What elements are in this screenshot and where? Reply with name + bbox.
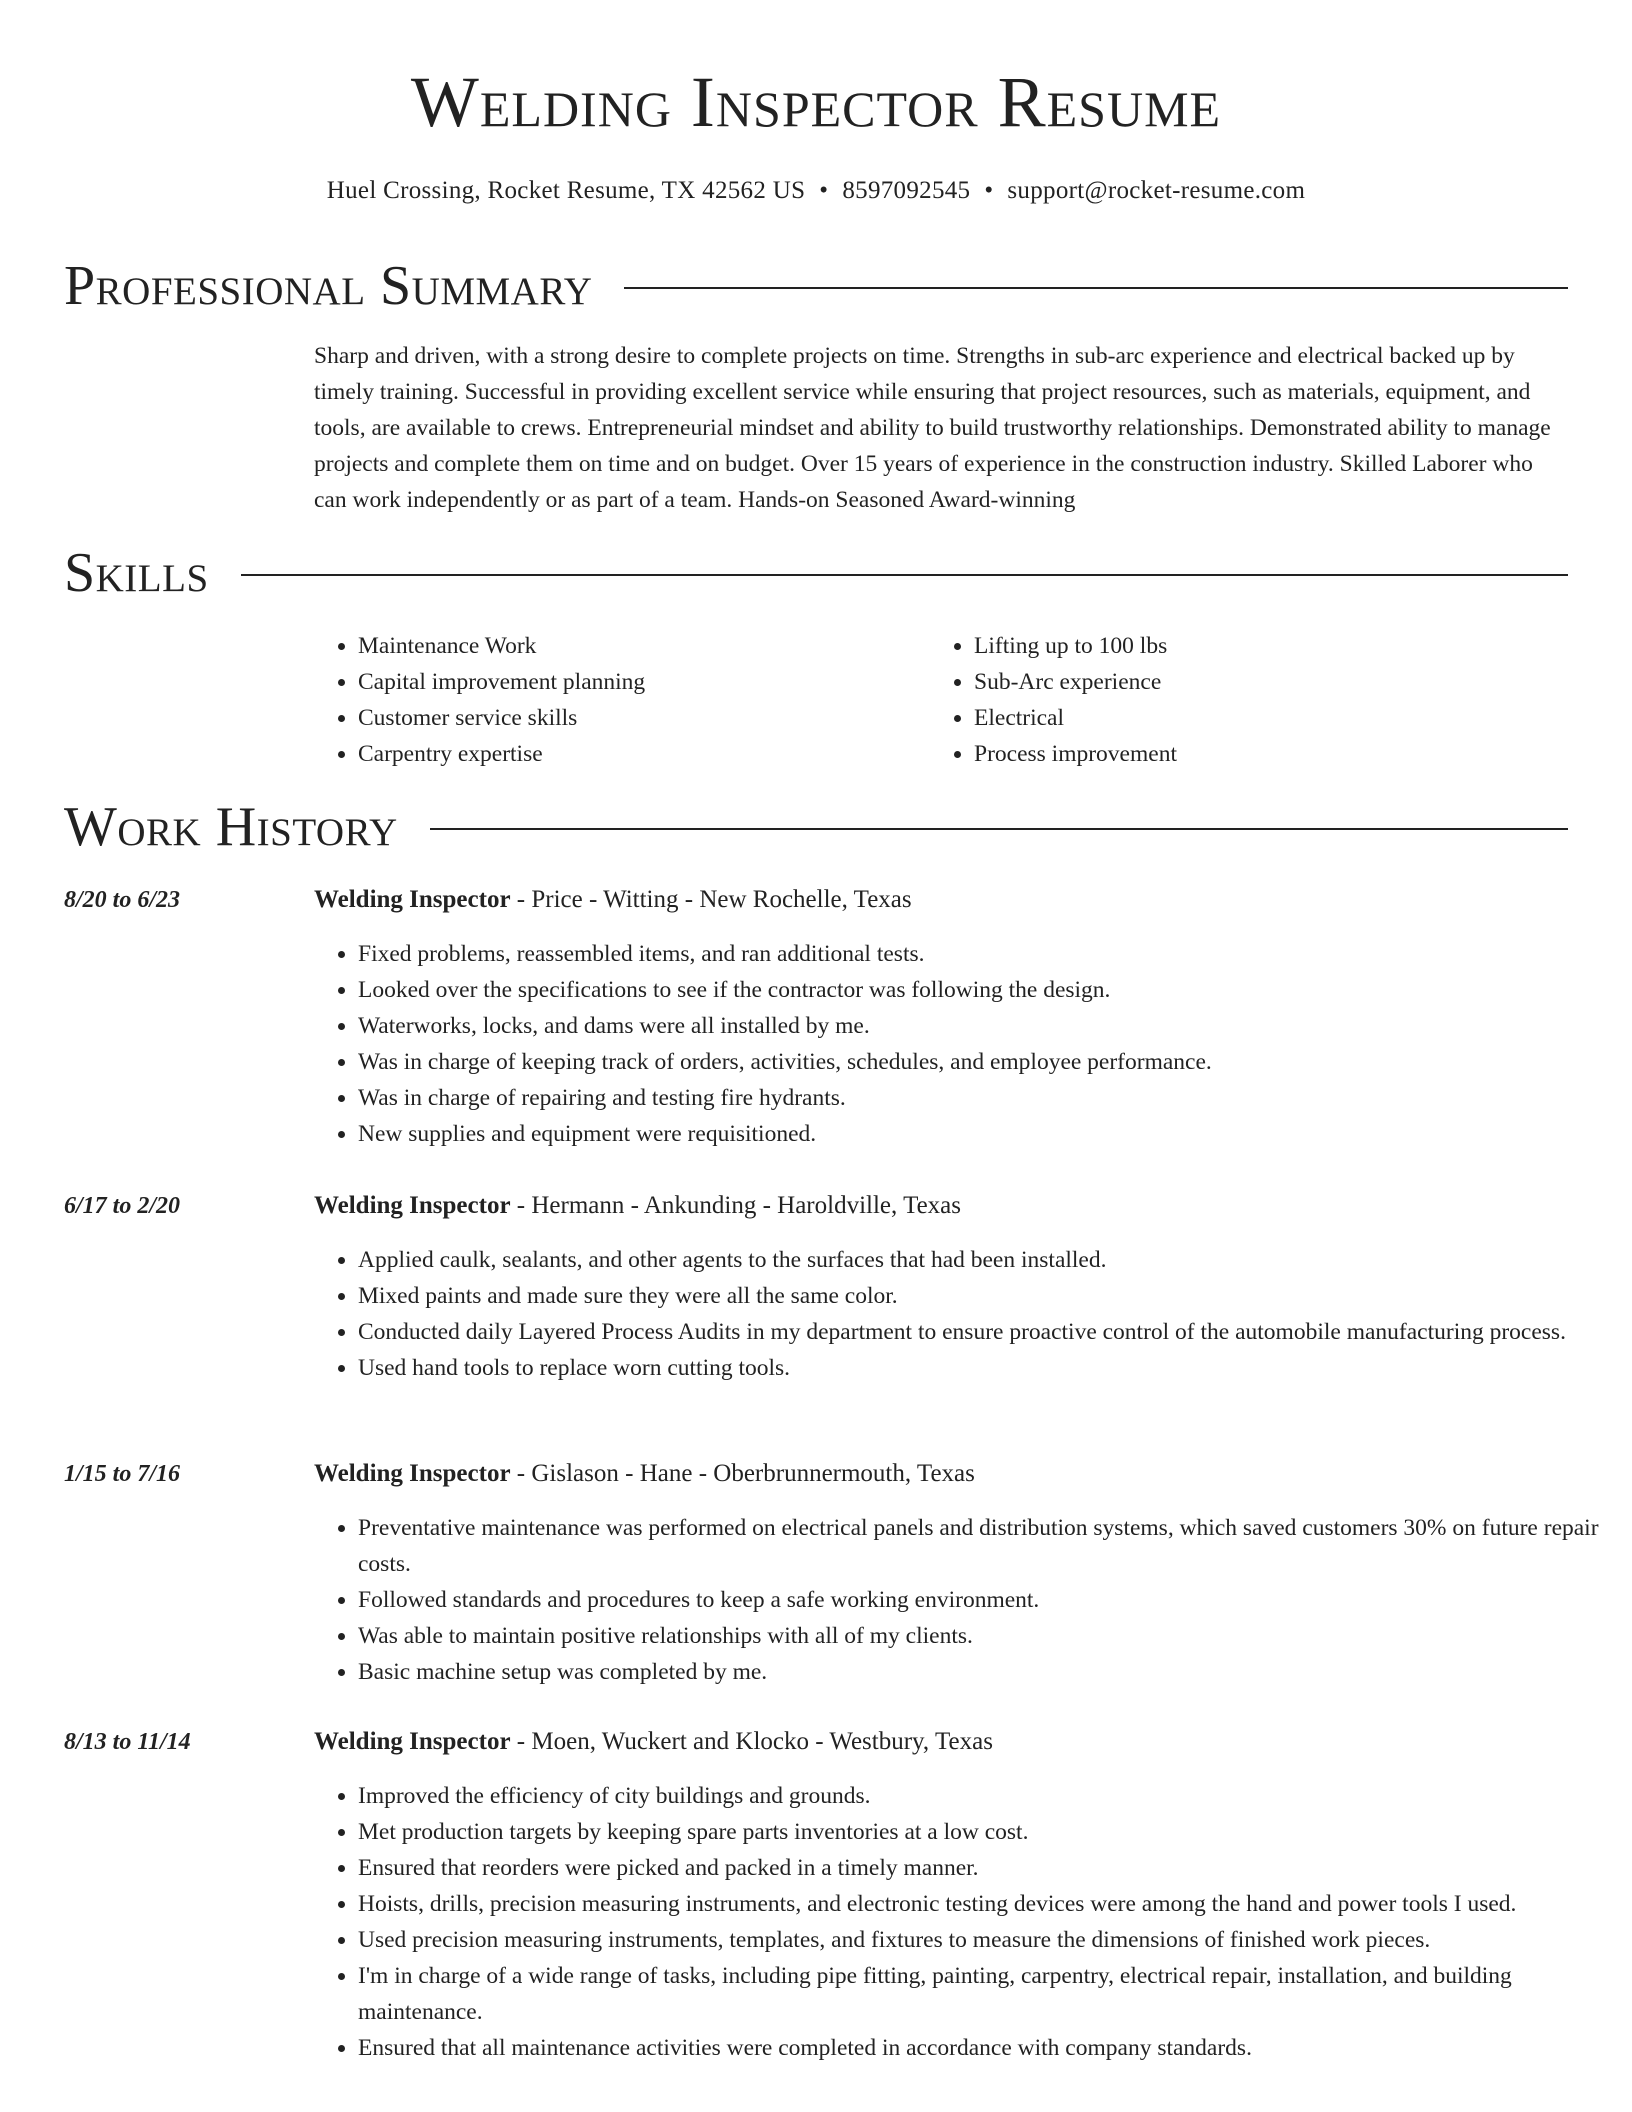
job-company-location: - Hermann - Ankunding - Haroldville, Texas	[510, 1192, 962, 1219]
resume-title: Welding Inspector Resume	[410, 62, 1222, 142]
work-section-header	[64, 795, 1568, 859]
job-company-location: - Gislason - Hane - Oberbrunnermouth, Texas	[510, 1460, 975, 1487]
job-duties	[314, 1242, 1614, 1386]
skill-item: • Carpentry expertise	[358, 736, 918, 772]
skill-item: • Electrical	[974, 700, 1534, 736]
job-header	[314, 1456, 1570, 1492]
job-header	[314, 1188, 1570, 1224]
job-title: Welding Inspector	[314, 1460, 511, 1487]
job-duties	[314, 1510, 1614, 1690]
duty-item: • Was in charge of keeping track of orders, activities, schedules, and employee performance.	[358, 1044, 1614, 1080]
section-divider	[430, 828, 1568, 830]
job-dates: 8/20 to 6/23	[64, 887, 181, 913]
duty-item: • I'm in charge of a wide range of tasks, including pipe fitting, painting, carpentry, electrical repair, installation, and building maintenance.	[358, 1958, 1614, 2030]
skills-list-left	[314, 628, 918, 772]
job-company-location: - Moen, Wuckert and Klocko - Westbury, Texas	[510, 1728, 993, 1755]
skill-item: • Lifting up to 100 lbs	[974, 628, 1534, 664]
skills-section-header	[64, 541, 1568, 605]
duty-item: • Mixed paints and made sure they were all the same color.	[358, 1278, 1614, 1314]
contact-separator: •	[984, 177, 994, 204]
skill-item: • Sub-Arc experience	[974, 664, 1534, 700]
duty-item: • Preventative maintenance was performed on electrical panels and distribution systems, which saved customers 30% on future repair costs.	[358, 1510, 1614, 1582]
duty-item: • Was in charge of repairing and testing fire hydrants.	[358, 1080, 1614, 1116]
skill-item: • Process improvement	[974, 736, 1534, 772]
job-dates: 1/15 to 7/16	[64, 1461, 181, 1487]
duty-item: • Applied caulk, sealants, and other agents to the surfaces that had been installed.	[358, 1242, 1614, 1278]
duty-item: • Conducted daily Layered Process Audits in my department to ensure proactive control of the automobile manufacturing process.	[358, 1314, 1614, 1350]
section-divider	[241, 574, 1568, 576]
duty-item: • Basic machine setup was completed by me.	[358, 1654, 1614, 1690]
duty-item: • Improved the efficiency of city buildings and grounds.	[358, 1778, 1614, 1814]
skills-list-right	[930, 628, 1534, 772]
duty-item: • Used hand tools to replace worn cutting tools.	[358, 1350, 1614, 1386]
skills-heading: Skills	[64, 542, 209, 604]
job-title: Welding Inspector	[314, 1728, 511, 1755]
job-title: Welding Inspector	[314, 886, 511, 913]
duty-item: • Waterworks, locks, and dams were all installed by me.	[358, 1008, 1614, 1044]
work-heading: Work History	[64, 796, 398, 858]
section-divider	[624, 287, 1568, 289]
job-dates: 6/17 to 2/20	[64, 1193, 181, 1219]
duty-item: • Used precision measuring instruments, templates, and fixtures to measure the dimensions of finished work pieces.	[358, 1922, 1614, 1958]
contact-address: Huel Crossing, Rocket Resume, TX 42562 US	[326, 177, 806, 204]
skill-item: • Maintenance Work	[358, 628, 918, 664]
job-duties	[314, 936, 1614, 1152]
duty-item: • Followed standards and procedures to keep a safe working environment.	[358, 1582, 1614, 1618]
job-company-location: - Price - Witting - New Rochelle, Texas	[510, 886, 912, 913]
job-dates: 8/13 to 11/14	[64, 1729, 191, 1755]
duty-item: • Fixed problems, reassembled items, and ran additional tests.	[358, 936, 1614, 972]
duty-item: • New supplies and equipment were requisitioned.	[358, 1116, 1614, 1152]
duty-item: • Looked over the specifications to see if the contractor was following the design.	[358, 972, 1614, 1008]
duty-item: • Met production targets by keeping spare parts inventories at a low cost.	[358, 1814, 1614, 1850]
summary-section-header	[64, 254, 1568, 318]
summary-text: Sharp and driven, with a strong desire to complete projects on time. Strengths in sub-arc experience and electrical backed up by timely training. Successful in providing excellent service while ensuring that project resources, such as materials, equipment, and tools, are available to crews. Entrepreneurial mindset and ability to build trustworthy relationships. Demonstrated ability to manage projects and complete them on time and on budget. Over 15 years of experience in the construction industry. Skilled Laborer who can work independently or as part of a team. Hands-on Seasoned Award-winning	[314, 343, 1551, 513]
contact-line	[0, 174, 1632, 208]
skill-item: • Customer service skills	[358, 700, 918, 736]
job-title: Welding Inspector	[314, 1192, 511, 1219]
contact-separator: •	[819, 177, 829, 204]
duty-item: • Was able to maintain positive relationships with all of my clients.	[358, 1618, 1614, 1654]
skill-item: • Capital improvement planning	[358, 664, 918, 700]
job-header	[314, 882, 1570, 918]
job-duties	[314, 1778, 1614, 2066]
duty-item: • Ensured that reorders were picked and packed in a timely manner.	[358, 1850, 1614, 1886]
duty-item: • Ensured that all maintenance activities were completed in accordance with company standards.	[358, 2030, 1614, 2066]
summary-heading: Professional Summary	[64, 255, 593, 317]
duty-item: • Hoists, drills, precision measuring instruments, and electronic testing devices were among the hand and power tools I used.	[358, 1886, 1614, 1922]
contact-email: support@rocket-resume.com	[1007, 177, 1306, 204]
job-header	[314, 1724, 1570, 1760]
contact-phone: 8597092545	[842, 177, 971, 204]
